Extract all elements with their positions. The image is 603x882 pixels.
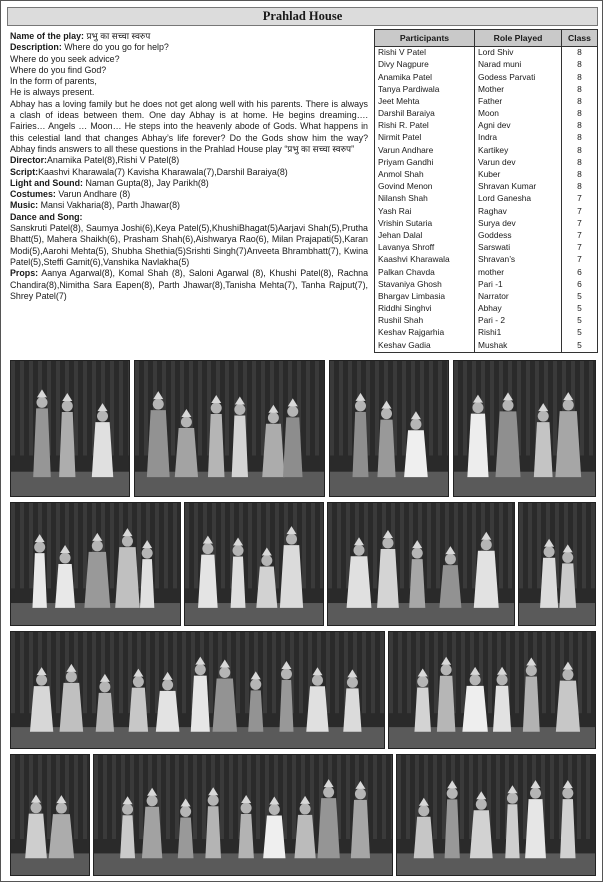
participant-name: Rushil Shah xyxy=(375,315,475,327)
participant-name: Jehan Dalal xyxy=(375,230,475,242)
participant-name: Riddhi Singhvi xyxy=(375,303,475,315)
class-number: 7 xyxy=(562,230,598,242)
participant-name: Rishi R. Patel xyxy=(375,120,475,132)
participant-name: Priyam Gandhi xyxy=(375,157,475,169)
cast-row xyxy=(375,230,598,242)
play-name-value: प्रभु का सच्चा स्वरुप xyxy=(86,31,151,41)
participant-name: Jeet Mehta xyxy=(375,96,475,108)
participant-name: Bhargav Limbasia xyxy=(375,291,475,303)
role-played: Goddess xyxy=(475,230,562,242)
class-number: 6 xyxy=(562,266,598,278)
participant-name: Anmol Shah xyxy=(375,169,475,181)
participant-name: Palkan Chavda xyxy=(375,266,475,278)
director-value: Anamika Patel(8),Rishi V Patel(8) xyxy=(47,155,180,166)
class-number: 7 xyxy=(562,193,598,205)
photo-scene xyxy=(94,755,392,875)
props-value: Aanya Agarwal(8), Komal Shah (8), Saloni Agarwal (8), Khushi Patel(8), Rachna Chandira(8),Nimitha Sara Eapen(8), Parth Jhawar(8),Tanisha Mehta(7), Tanha Rajput(7), Shrey Patel(7) xyxy=(10,268,368,301)
cast-row xyxy=(375,108,598,120)
cast-row xyxy=(375,327,598,339)
cast-row xyxy=(375,120,598,132)
participant-name: Vrishin Sutaria xyxy=(375,218,475,230)
cast-row xyxy=(375,59,598,71)
stage-photo xyxy=(10,631,385,749)
class-number: 5 xyxy=(562,315,598,327)
cast-row xyxy=(375,193,598,205)
role-played: Shravan Kumar xyxy=(475,181,562,193)
role-played: Mushak xyxy=(475,340,562,353)
participant-name: Yash Rai xyxy=(375,205,475,217)
participant-name: Divy Nagpure xyxy=(375,59,475,71)
role-played: Varun dev xyxy=(475,157,562,169)
cast-row xyxy=(375,266,598,278)
cast-row xyxy=(375,340,598,353)
role-played: Agni dev xyxy=(475,120,562,132)
role-played: Narad muni xyxy=(475,59,562,71)
class-number: 7 xyxy=(562,205,598,217)
stage-photo xyxy=(10,754,90,876)
photo-scene xyxy=(135,361,324,496)
photo-scene xyxy=(330,361,448,496)
script-label: Script: xyxy=(10,166,39,177)
music-label: Music: xyxy=(10,200,39,211)
photo-scene xyxy=(11,632,384,748)
stage-photo xyxy=(329,360,449,497)
photo-scene xyxy=(11,361,129,496)
cast-row xyxy=(375,47,598,60)
class-number: 6 xyxy=(562,279,598,291)
cast-row xyxy=(375,132,598,144)
description-line: Where do you find God? xyxy=(10,64,107,75)
role-played: Kuber xyxy=(475,169,562,181)
class-number: 8 xyxy=(562,84,598,96)
role-played: Narrator xyxy=(475,291,562,303)
role-played: Pari -1 xyxy=(475,279,562,291)
dance-song-label: Dance and Song: xyxy=(10,211,83,222)
participant-name: Keshav Rajgarhia xyxy=(375,327,475,339)
cast-row xyxy=(375,315,598,327)
role-played: Rishi1 xyxy=(475,327,562,339)
cast-table-header-row xyxy=(375,30,598,47)
role-played: Surya dev xyxy=(475,218,562,230)
cast-row xyxy=(375,291,598,303)
description-line: He is always present. xyxy=(10,87,95,98)
cast-row xyxy=(375,71,598,83)
costumes-label: Costumes: xyxy=(10,189,56,200)
participant-name: Varun Andhare xyxy=(375,145,475,157)
participant-name: Kaashvi Kharawala xyxy=(375,254,475,266)
photo-scene xyxy=(389,632,595,748)
role-played: Raghav xyxy=(475,205,562,217)
class-number: 8 xyxy=(562,132,598,144)
stage-photo xyxy=(327,502,515,626)
props-label: Props: xyxy=(10,268,39,279)
participants-header: Participants xyxy=(375,30,475,47)
class-header: Class xyxy=(562,30,598,47)
photo-scene xyxy=(454,361,595,496)
role-played: Indra xyxy=(475,132,562,144)
dance-song-names: Sanskruti Patel(8), Saumya Joshi(6),Keya Patel(5),KhushiBhagat(5)Aarjavi Shah(5),Prutha Bhatt(5), Mahera Shaikh(6), Prasham Shah(6),Aishwarya Rao(6), Milan Prajapati(5),Karan Modi(5),Aarohi Mehta(5), Shubha Shethia(5)Srishti Singh(7)Anveeta Bhrambhatt(7), Kwina Patel(5),Steffi Gamit(6),Vanshika Navlakha(5) xyxy=(10,223,368,267)
cast-row xyxy=(375,218,598,230)
music-value: Mansi Vakharia(8), Parth Jhawar(8) xyxy=(40,200,180,211)
house-title: Prahlad House xyxy=(7,7,598,26)
stage-photo xyxy=(453,360,596,497)
costumes-value: Varun Andhare (8) xyxy=(58,189,131,200)
participant-name: Tanya Pardiwala xyxy=(375,84,475,96)
role-played: Lord Ganesha xyxy=(475,193,562,205)
participant-name: Govind Menon xyxy=(375,181,475,193)
description-label: Description: xyxy=(10,42,62,53)
cast-row xyxy=(375,157,598,169)
photo-scene xyxy=(185,503,323,625)
participant-name: Anamika Patel xyxy=(375,71,475,83)
participant-name: Rishi V Patel xyxy=(375,47,475,60)
class-number: 7 xyxy=(562,242,598,254)
stage-photo xyxy=(134,360,325,497)
class-number: 8 xyxy=(562,120,598,132)
light-sound-label: Light and Sound: xyxy=(10,177,83,188)
role-played: mother xyxy=(475,266,562,278)
cast-row xyxy=(375,205,598,217)
role-played: Mother xyxy=(475,84,562,96)
description-line: Where do you go for help? xyxy=(64,42,169,53)
class-number: 8 xyxy=(562,71,598,83)
cast-row xyxy=(375,181,598,193)
cast-table-body xyxy=(375,47,598,353)
class-number: 5 xyxy=(562,340,598,353)
stage-photo xyxy=(10,502,181,626)
photo-scene xyxy=(397,755,595,875)
class-number: 8 xyxy=(562,157,598,169)
stage-photo xyxy=(10,360,130,497)
photo-scene xyxy=(328,503,514,625)
class-number: 8 xyxy=(562,181,598,193)
class-number: 5 xyxy=(562,291,598,303)
light-sound-value: Naman Gupta(8), Jay Parikh(8) xyxy=(85,177,209,188)
script-value: Kaashvi Kharawala(7) Kavisha Kharawala(7),Darshil Baraiya(8) xyxy=(38,166,288,177)
participant-name: Keshav Gadia xyxy=(375,340,475,353)
role-played: Sarswati xyxy=(475,242,562,254)
cast-row xyxy=(375,169,598,181)
photo-scene xyxy=(11,755,89,875)
class-number: 8 xyxy=(562,96,598,108)
play-story-title: “प्रभु का सच्चा स्वरुप” xyxy=(284,143,355,154)
description-line: Where do you seek advice? xyxy=(10,53,120,64)
participant-name: Lavanya Shroff xyxy=(375,242,475,254)
role-header: Role Played xyxy=(475,30,562,47)
role-played: Shravan’s xyxy=(475,254,562,266)
cast-row xyxy=(375,96,598,108)
stage-photo xyxy=(518,502,596,626)
participant-name: Stavaniya Ghosh xyxy=(375,279,475,291)
class-number: 8 xyxy=(562,169,598,181)
play-story: Abhay has a loving family but he does not get along well with his parents. There is always a clash of ideas between them. One day Abhay is at home. He begins dreaming…. Fairies… Angels … Moon… He steps into the heavenly abode of Gods. What happens in this celestial land that changes Abhay’s life forever? Do the Gods show him the way? Abhay finds answers to all these questions in the Prahlad House play xyxy=(10,98,368,154)
participant-name: Nilansh Shah xyxy=(375,193,475,205)
participant-name: Nirmit Patel xyxy=(375,132,475,144)
participant-name: Darshil Baraiya xyxy=(375,108,475,120)
class-number: 5 xyxy=(562,327,598,339)
cast-row xyxy=(375,279,598,291)
class-number: 7 xyxy=(562,218,598,230)
stage-photo xyxy=(93,754,393,876)
class-number: 8 xyxy=(562,59,598,71)
role-played: Godess Parvati xyxy=(475,71,562,83)
role-played: Abhay xyxy=(475,303,562,315)
cast-row xyxy=(375,303,598,315)
stage-photo xyxy=(396,754,596,876)
description-line: In the form of parents, xyxy=(10,76,97,87)
cast-row xyxy=(375,145,598,157)
class-number: 5 xyxy=(562,303,598,315)
director-label: Director: xyxy=(10,155,47,166)
class-number: 7 xyxy=(562,254,598,266)
cast-row xyxy=(375,84,598,96)
role-played: Father xyxy=(475,96,562,108)
class-number: 8 xyxy=(562,47,598,60)
role-played: Kartikey xyxy=(475,145,562,157)
stage-photo xyxy=(184,502,324,626)
role-played: Pari - 2 xyxy=(475,315,562,327)
cast-table xyxy=(374,29,598,353)
photo-scene xyxy=(11,503,180,625)
class-number: 8 xyxy=(562,145,598,157)
cast-row xyxy=(375,254,598,266)
stage-photo xyxy=(388,631,596,749)
play-description-block xyxy=(10,31,368,302)
play-name-label: Name of the play: xyxy=(10,31,84,41)
photo-scene xyxy=(519,503,595,625)
role-played: Moon xyxy=(475,108,562,120)
role-played: Lord Shiv xyxy=(475,47,562,60)
class-number: 8 xyxy=(562,108,598,120)
cast-row xyxy=(375,242,598,254)
